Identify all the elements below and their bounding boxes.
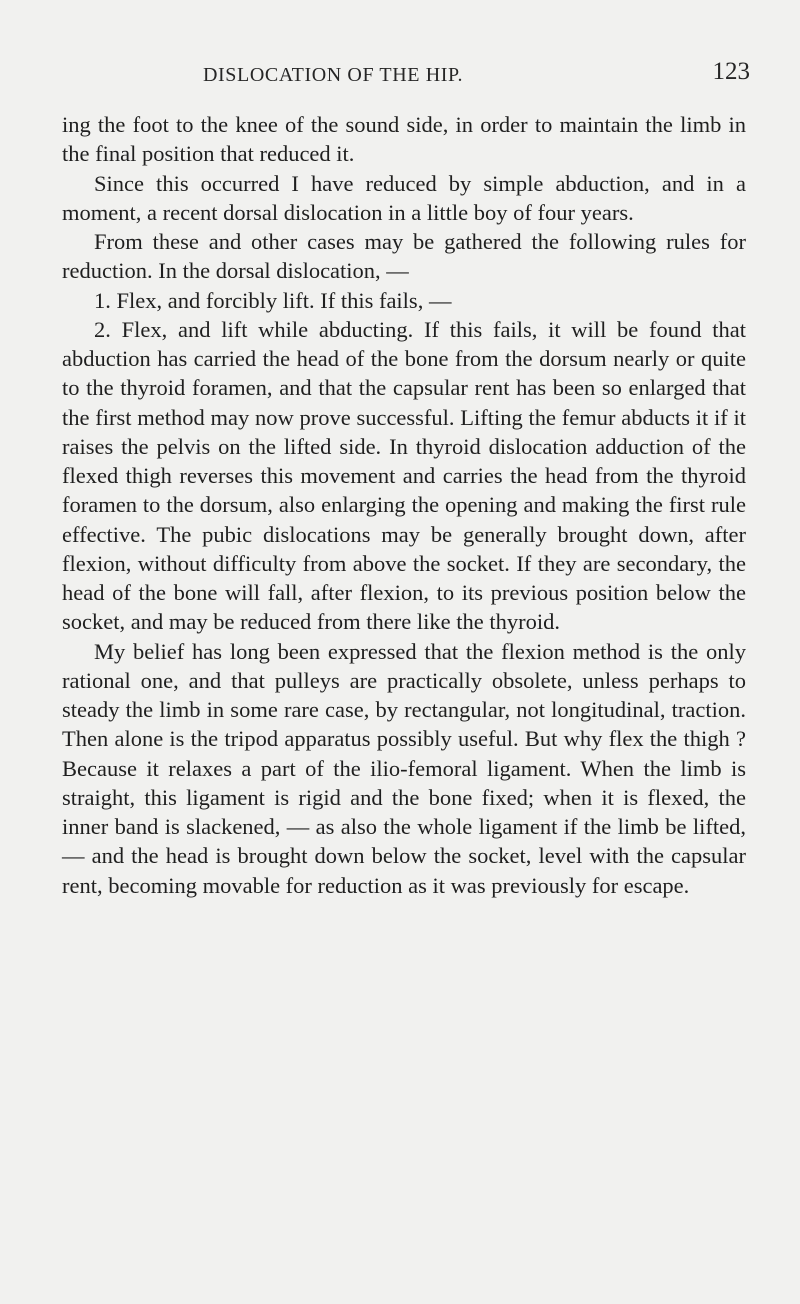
rule-item-2: 2. Flex, and lift while abducting. If this fails, it will be found that abduction has carried the head of the bone from the dorsum nearly or quite to the thyroid foramen, and that the capsular rent has been so enlarged that the first method may now prove successful. Lifting the femur abducts it if it raises the pelvis on the lifted side. In thyroid dislocation adduction of the flexed thigh reverses this movement and carries the head from the thyroid foramen to the dorsum, also enlarging the opening and making the first rule effective. The pubic dislocations may be generally brought down, after flexion, without difficulty from above the socket. If they are secondary, the head of the bone will fall, after flexion, to its previous position below the socket, and may be reduced from there like the thyroid. [62,316,746,635]
page-number: 123 [712,58,750,85]
paragraph: My belief has long been expressed that the flexion method is the only rational one, and that pulleys are practically obsolete, unless perhaps to steady the limb in some rare case, by rectangular, not longitudinal, traction. Then alone is the tripod apparatus possibly useful. But why flex the thigh ? Because it relaxes a part of the ilio-femoral ligament. When the limb is straight, this ligament is rigid and the bone fixed; when it is flexed, the inner band is slackened, — as also the whole ligament if the limb be lifted, — and the head is brought down below the socket, level with the capsular rent, becoming movable for reduction as it was previously for escape. [62,638,746,898]
paragraph: Since this occurred I have reduced by simple abduction, and in a moment, a recent dorsal dislocation in a little boy of four years. [62,170,746,225]
paragraph-continued: ing the foot to the knee of the sound side, in order to maintain the limb in the final position that reduced it. [62,112,746,167]
body-text [62,110,746,900]
running-head: DISLOCATION OF THE HIP. [203,64,464,86]
rule-item-1: 1. Flex, and forcibly lift. If this fails, — [94,287,452,313]
paragraph: From these and other cases may be gathered the following rules for reduction. In the dorsal dislocation, — [62,229,746,284]
